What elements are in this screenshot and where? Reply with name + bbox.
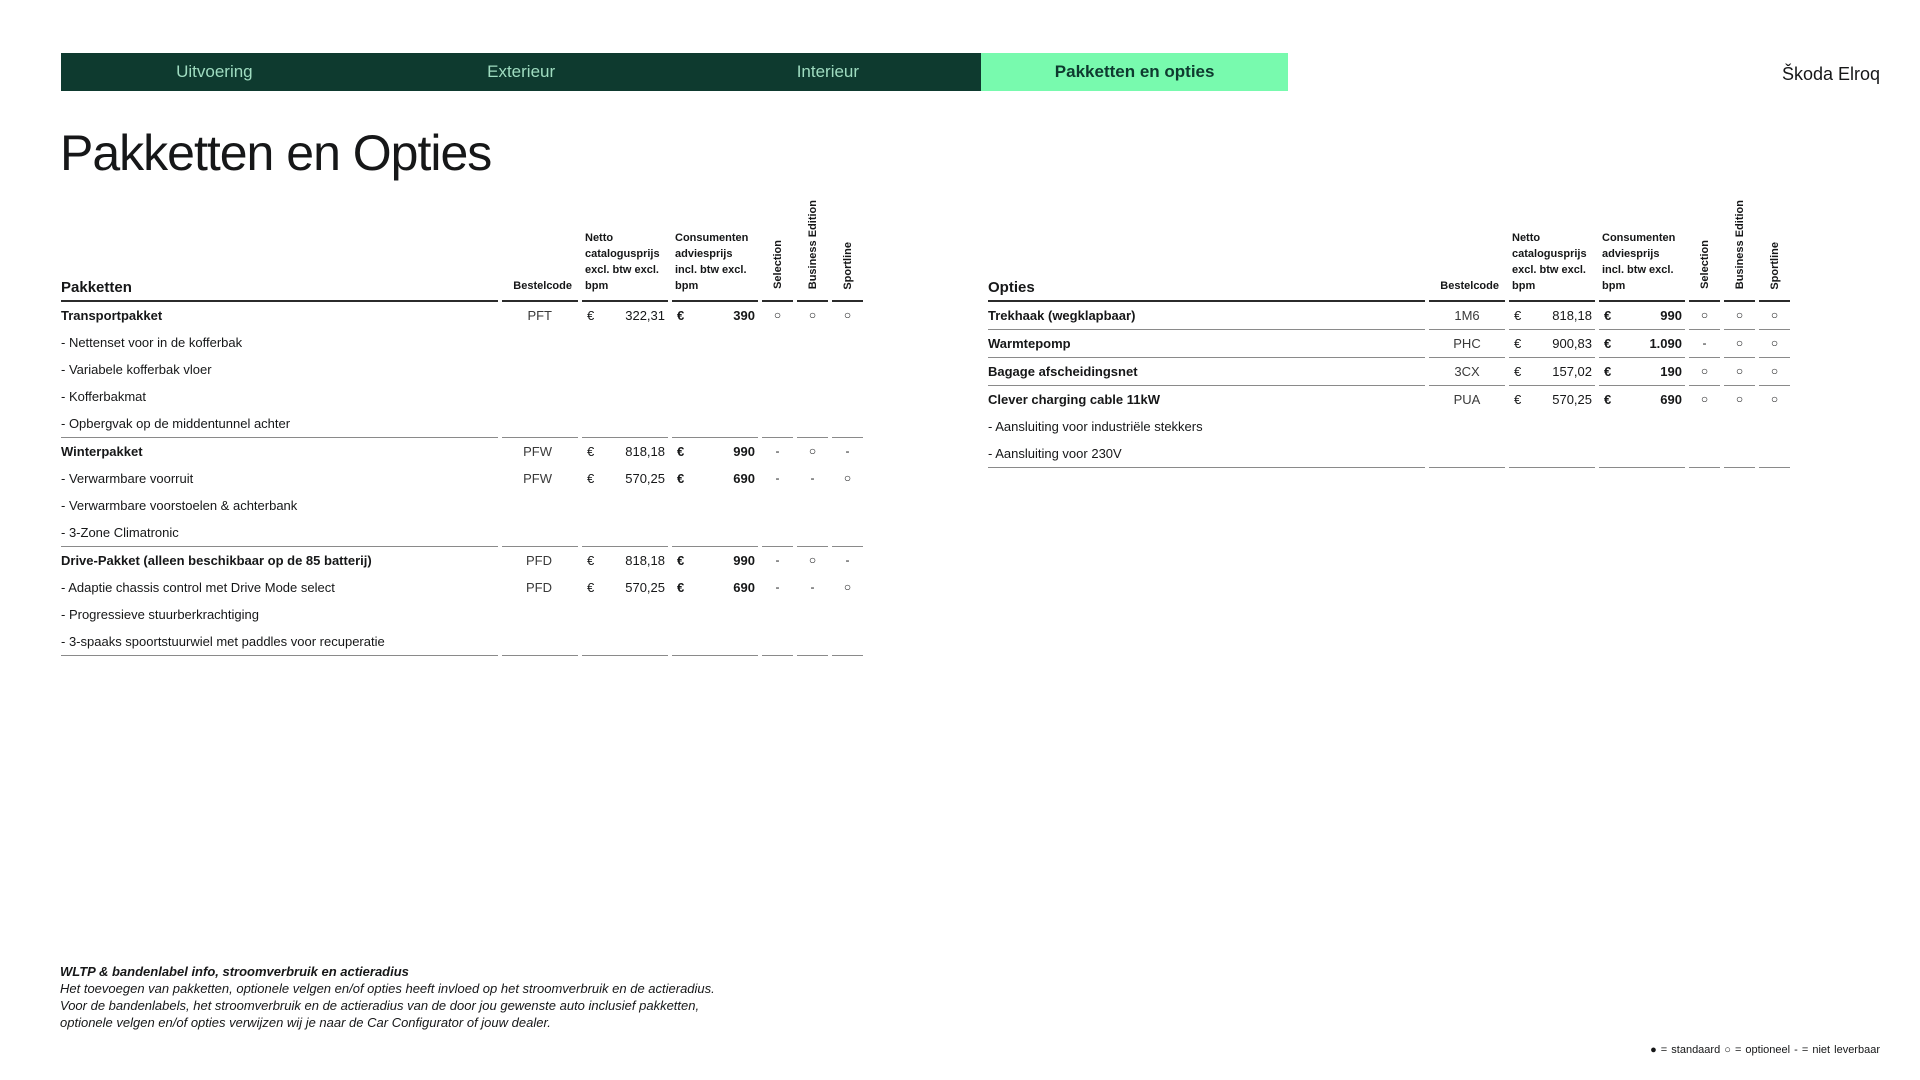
selection-availability: ○: [773, 308, 782, 323]
netto-price-cell: [582, 628, 668, 656]
price-value: 990: [733, 444, 755, 460]
netto-price-cell: [582, 519, 668, 547]
consumer-price-cell: [672, 410, 758, 438]
netto-price-cell: [1509, 413, 1595, 440]
selection-availability: [762, 410, 793, 438]
business-edition-availability: ○: [808, 444, 817, 459]
table-row: [61, 302, 863, 329]
tab-exterieur[interactable]: Exterieur: [368, 53, 675, 91]
sportline-availability: ○: [1770, 392, 1779, 407]
netto-price-cell: [582, 574, 668, 601]
bestelcode-cell: [502, 383, 578, 410]
sportline-availability: ○: [843, 580, 852, 595]
price-value: 990: [1660, 308, 1682, 324]
euro-sign: €: [1604, 364, 1612, 380]
selection-availability: [1689, 440, 1720, 468]
table-row: [988, 302, 1790, 330]
euro-sign: €: [587, 444, 595, 460]
row-label: - 3-spaaks spoortstuurwiel met paddles voor recuperatie: [61, 628, 498, 656]
bestelcode-cell: [502, 329, 578, 356]
sportline-availability: ○: [843, 308, 852, 323]
price-value: 157,02: [1552, 364, 1592, 380]
consumer-price-cell: [1599, 330, 1685, 358]
bestelcode-cell: PFW: [523, 471, 552, 487]
sportline-availability: [832, 492, 863, 519]
row-label: Warmtepomp: [988, 330, 1425, 358]
business-edition-availability: [1724, 440, 1755, 468]
row-label: - Opbergvak op de middentunnel achter: [61, 410, 498, 438]
business-edition-availability: ○: [1724, 330, 1755, 358]
business-edition-availability: [797, 383, 828, 410]
row-label: - Kofferbakmat: [61, 389, 147, 405]
sportline-availability: [1759, 413, 1790, 440]
netto-price-cell: [582, 465, 668, 492]
netto-price-cell: [582, 329, 668, 356]
row-label: - Aansluiting voor industriële stekkers: [988, 419, 1203, 435]
table-row: [988, 358, 1790, 386]
bestelcode-cell: 1M6: [1429, 302, 1505, 330]
footnote-title: WLTP & bandenlabel info, stroomverbruik en actieradius: [60, 964, 409, 979]
bestelcode-cell: [502, 356, 578, 383]
bestelcode-cell: 3CX: [1429, 358, 1505, 386]
consumer-price-cell: [672, 492, 758, 519]
price-value: 570,25: [625, 471, 665, 487]
business-edition-availability: ○: [1724, 302, 1755, 330]
column-header-sportline: Sportline: [832, 200, 863, 302]
business-edition-availability: -: [810, 471, 815, 486]
options-table: [984, 200, 1794, 468]
price-value: 322,31: [625, 308, 665, 324]
table-row: [988, 440, 1790, 468]
bestelcode-cell: [502, 628, 578, 656]
selection-availability: -: [775, 471, 780, 486]
business-edition-availability: [797, 628, 828, 656]
column-header-consumenten: Consumenten adviesprijs incl. btw excl. bpm: [672, 200, 758, 302]
selection-availability: -: [775, 580, 780, 595]
column-header-business-edition: Business Edition: [1724, 200, 1755, 302]
selection-availability: ○: [1700, 392, 1709, 407]
table-row: [61, 547, 863, 574]
selection-availability: ○: [1689, 358, 1720, 386]
row-label: - Adaptie chassis control met Drive Mode select: [61, 580, 335, 596]
footnote-text: Voor de bandenlabels, het stroomverbruik en de actieradius van de door jou gewenste auto inclusief pakketten,: [60, 998, 700, 1013]
table-row: [61, 574, 863, 601]
price-value: 390: [733, 308, 755, 324]
price-value: 690: [733, 471, 755, 487]
column-header-consumenten: Consumenten adviesprijs incl. btw excl. bpm: [1599, 200, 1685, 302]
consumer-price-cell: [672, 438, 758, 465]
selection-availability: ○: [1689, 302, 1720, 330]
selection-availability: [762, 519, 793, 547]
consumer-price-cell: [672, 383, 758, 410]
netto-price-cell: [582, 302, 668, 329]
price-value: 1.090: [1649, 336, 1682, 352]
price-value: 570,25: [1552, 392, 1592, 408]
row-label: Clever charging cable 11kW: [988, 392, 1160, 408]
netto-price-cell: [582, 410, 668, 438]
bestelcode-cell: PUA: [1453, 392, 1481, 408]
page-title: Pakketten en Opties: [60, 125, 492, 181]
table-row: [61, 438, 863, 465]
euro-sign: €: [587, 553, 595, 569]
column-header-bestelcode: Bestelcode: [502, 200, 578, 302]
bestelcode-cell: PHC: [1429, 330, 1505, 358]
bestelcode-cell: PFT: [527, 308, 552, 324]
consumer-price-cell: [1599, 302, 1685, 330]
section-heading: Opties: [988, 200, 1425, 302]
table-row: [61, 519, 863, 547]
consumer-price-cell: [1599, 358, 1685, 386]
table-row: [61, 465, 863, 492]
business-edition-availability: [797, 410, 828, 438]
euro-sign: €: [1514, 392, 1522, 408]
business-edition-availability: [1724, 413, 1755, 440]
business-edition-availability: [797, 519, 828, 547]
price-value: 570,25: [625, 580, 665, 596]
column-header-netto: Netto catalogusprijs excl. btw excl. bpm: [1509, 200, 1595, 302]
sportline-availability: [832, 356, 863, 383]
table-row: [61, 628, 863, 656]
row-label: Winterpakket: [61, 444, 143, 460]
table-row: [61, 601, 863, 628]
consumer-price-cell: [1599, 440, 1685, 468]
packages-table: [57, 200, 867, 656]
euro-sign: €: [587, 471, 595, 487]
sportline-availability: [832, 329, 863, 356]
table-row: [61, 356, 863, 383]
selection-availability: -: [775, 444, 780, 459]
euro-sign: €: [587, 308, 595, 324]
row-label: - Verwarmbare voorruit: [61, 471, 194, 487]
euro-sign: €: [677, 580, 685, 596]
euro-sign: €: [677, 308, 685, 324]
euro-sign: €: [1604, 308, 1612, 324]
bestelcode-cell: [502, 601, 578, 628]
euro-sign: €: [677, 471, 685, 487]
selection-availability: -: [1689, 330, 1720, 358]
business-edition-availability: ○: [808, 308, 817, 323]
euro-sign: €: [1514, 364, 1522, 380]
euro-sign: €: [1604, 336, 1612, 352]
table-row: [988, 386, 1790, 413]
selection-availability: -: [775, 553, 780, 568]
row-label: Bagage afscheidingsnet: [988, 358, 1425, 386]
sportline-availability: [832, 601, 863, 628]
bestelcode-cell: [502, 410, 578, 438]
price-value: 690: [733, 580, 755, 596]
column-header-selection: Selection: [762, 200, 793, 302]
sportline-availability: ○: [843, 471, 852, 486]
netto-price-cell: [1509, 358, 1595, 386]
selection-availability: [762, 492, 793, 519]
netto-price-cell: [582, 356, 668, 383]
row-label: - 3-Zone Climatronic: [61, 519, 498, 547]
wltp-footnote: [60, 963, 820, 1031]
business-edition-availability: ○: [1724, 358, 1755, 386]
sportline-availability: [832, 628, 863, 656]
selection-availability: [1689, 413, 1720, 440]
euro-sign: €: [677, 553, 685, 569]
business-edition-availability: ○: [1735, 392, 1744, 407]
row-label: - Nettenset voor in de kofferbak: [61, 335, 243, 351]
sportline-availability: [832, 410, 863, 438]
sportline-availability: ○: [1759, 302, 1790, 330]
tab-uitvoering[interactable]: Uitvoering: [61, 53, 368, 91]
table-row: [61, 329, 863, 356]
sportline-availability: ○: [1759, 330, 1790, 358]
row-label: - Verwarmbare voorstoelen & achterbank: [61, 498, 298, 514]
euro-sign: €: [587, 580, 595, 596]
selection-availability: [762, 383, 793, 410]
selection-availability: [762, 329, 793, 356]
consumer-price-cell: [672, 601, 758, 628]
consumer-price-cell: [672, 628, 758, 656]
price-value: 990: [733, 553, 755, 569]
column-header-selection: Selection: [1689, 200, 1720, 302]
consumer-price-cell: [672, 547, 758, 574]
business-edition-availability: -: [810, 580, 815, 595]
table-row: [61, 383, 863, 410]
netto-price-cell: [582, 383, 668, 410]
bestelcode-cell: PFW: [523, 444, 552, 460]
business-edition-availability: ○: [808, 553, 817, 568]
sportline-availability: [1759, 440, 1790, 468]
row-label: - Variabele kofferbak vloer: [61, 362, 212, 378]
business-edition-availability: [797, 492, 828, 519]
column-header-netto: Netto catalogusprijs excl. btw excl. bpm: [582, 200, 668, 302]
tab-interieur[interactable]: Interieur: [675, 53, 982, 91]
bestelcode-cell: [502, 519, 578, 547]
row-label: - Progressieve stuurberkrachtiging: [61, 607, 259, 623]
business-edition-availability: [797, 601, 828, 628]
row-label: Drive-Pakket (alleen beschikbaar op de 85 batterij): [61, 553, 372, 569]
business-edition-availability: [797, 356, 828, 383]
price-value: 690: [1660, 392, 1682, 408]
consumer-price-cell: [672, 302, 758, 329]
euro-sign: €: [1514, 308, 1522, 324]
consumer-price-cell: [1599, 386, 1685, 413]
column-header-bestelcode: Bestelcode: [1429, 200, 1505, 302]
consumer-price-cell: [1599, 413, 1685, 440]
consumer-price-cell: [672, 519, 758, 547]
netto-price-cell: [582, 547, 668, 574]
netto-price-cell: [1509, 302, 1595, 330]
euro-sign: €: [677, 444, 685, 460]
netto-price-cell: [582, 492, 668, 519]
bestelcode-cell: [1429, 413, 1505, 440]
top-nav: [61, 53, 1288, 91]
euro-sign: €: [1514, 336, 1522, 352]
business-edition-availability: [797, 329, 828, 356]
consumer-price-cell: [672, 574, 758, 601]
table-row: [988, 413, 1790, 440]
selection-availability: [762, 628, 793, 656]
price-value: 190: [1660, 364, 1682, 380]
euro-sign: €: [1604, 392, 1612, 408]
netto-price-cell: [582, 601, 668, 628]
availability-legend: ● = standaard ○ = optioneel - = niet leverbaar: [1650, 1044, 1880, 1056]
sportline-availability: -: [845, 444, 850, 459]
bestelcode-cell: PFD: [526, 580, 552, 596]
row-label: Transportpakket: [61, 308, 163, 324]
sportline-availability: ○: [1759, 358, 1790, 386]
column-header-business-edition: Business Edition: [797, 200, 828, 302]
section-heading: Pakketten: [61, 200, 498, 302]
column-header-sportline: Sportline: [1759, 200, 1790, 302]
netto-price-cell: [1509, 330, 1595, 358]
footnote-text: Het toevoegen van pakketten, optionele velgen en/of opties heeft invloed op het stroomverbruik en de actieradius.: [60, 981, 715, 996]
selection-availability: [762, 601, 793, 628]
tab-pakketten-en-opties[interactable]: Pakketten en opties: [981, 53, 1288, 91]
footnote-text: optionele velgen en/of opties verwijzen wij je naar de Car Configurator of jouw dealer.: [60, 1015, 551, 1030]
consumer-price-cell: [672, 356, 758, 383]
row-label: Trekhaak (wegklapbaar): [988, 302, 1425, 330]
consumer-price-cell: [672, 465, 758, 492]
row-label: - Aansluiting voor 230V: [988, 440, 1425, 468]
netto-price-cell: [1509, 386, 1595, 413]
brand-label: Škoda Elroq: [1781, 64, 1880, 84]
sportline-availability: -: [845, 553, 850, 568]
price-value: 900,83: [1552, 336, 1592, 352]
bestelcode-cell: [1429, 440, 1505, 468]
table-row: [61, 492, 863, 519]
bestelcode-cell: PFD: [526, 553, 552, 569]
sportline-availability: [832, 383, 863, 410]
consumer-price-cell: [672, 329, 758, 356]
price-value: 818,18: [625, 553, 665, 569]
price-value: 818,18: [1552, 308, 1592, 324]
table-row: [988, 330, 1790, 358]
bestelcode-cell: [502, 492, 578, 519]
table-row: [61, 410, 863, 438]
netto-price-cell: [582, 438, 668, 465]
netto-price-cell: [1509, 440, 1595, 468]
price-value: 818,18: [625, 444, 665, 460]
selection-availability: [762, 356, 793, 383]
sportline-availability: [832, 519, 863, 547]
